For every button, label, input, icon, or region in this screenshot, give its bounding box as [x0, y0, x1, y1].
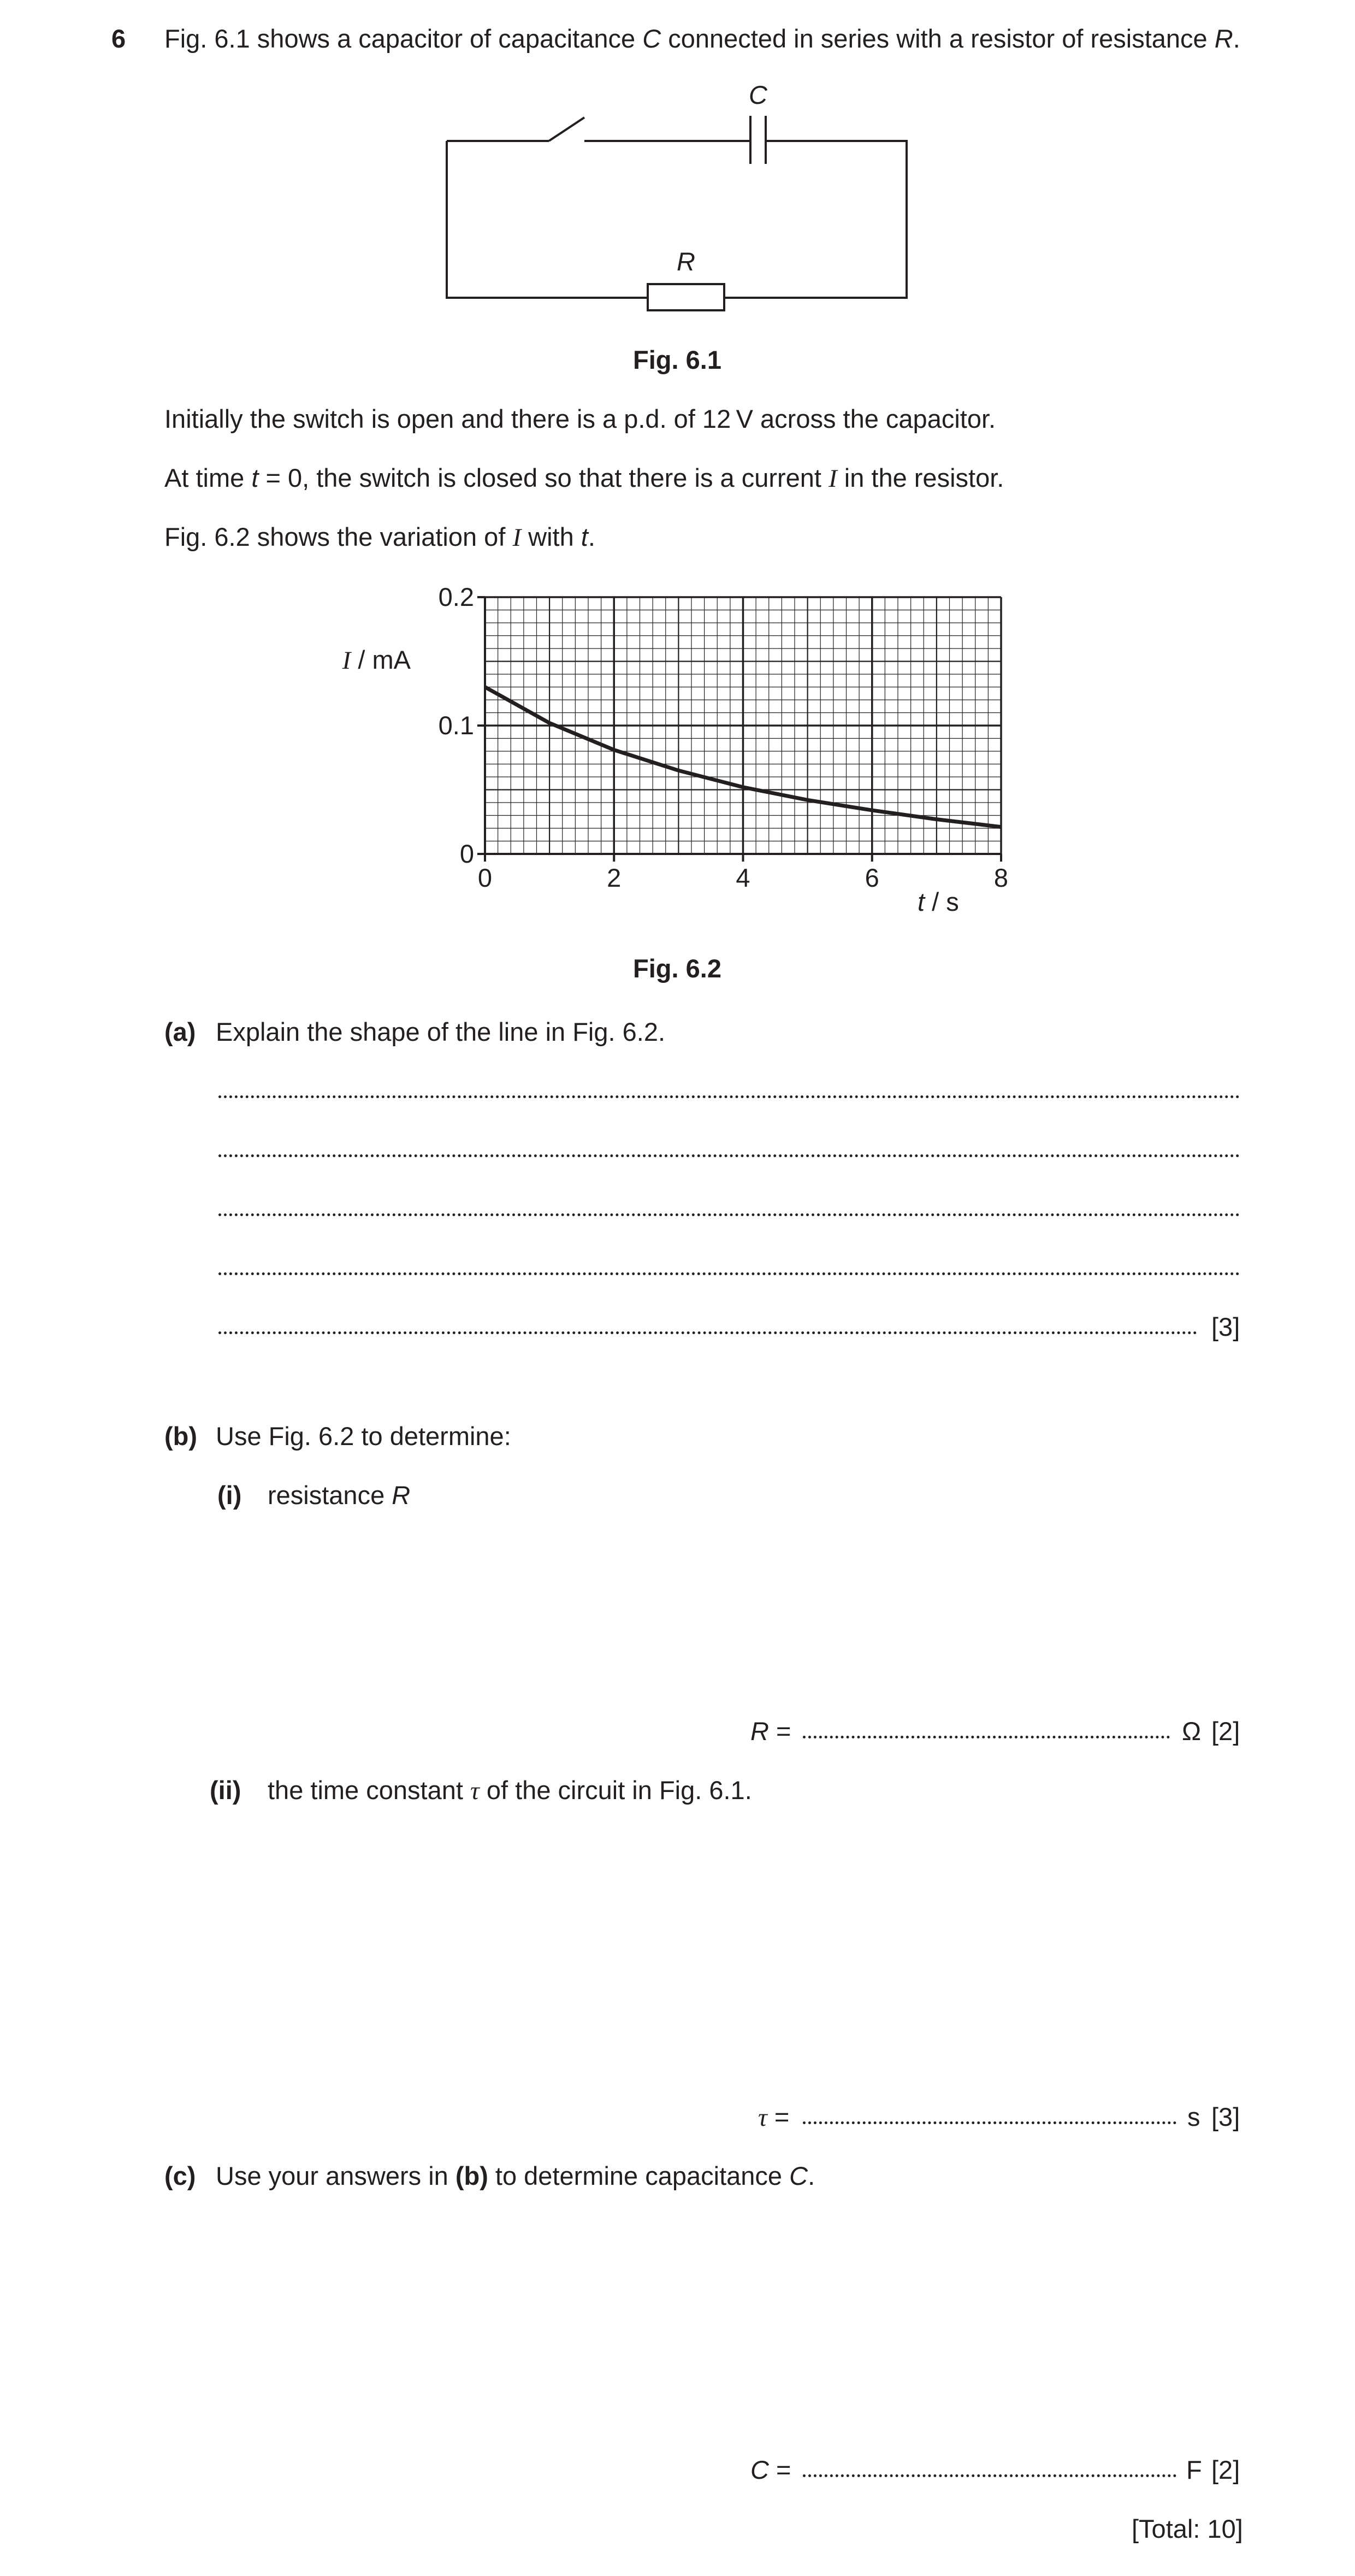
fig-6-2-caption: Fig. 6.2: [633, 954, 721, 983]
y-axis-label-symbol: I: [342, 646, 351, 675]
answer-tau-unit: s: [1187, 2102, 1200, 2131]
intro-text-3: .: [1233, 24, 1240, 53]
resistor-label: R: [677, 247, 695, 276]
y-tick-label: 0.1: [438, 711, 474, 740]
line3-text-a: Fig. 6.2 shows the variation of: [164, 522, 513, 551]
answer-r-unit: Ω: [1182, 1717, 1202, 1746]
line2-text-a: At time: [164, 463, 252, 492]
x-axis-label: [918, 887, 959, 916]
fig-6-1-caption: Fig. 6.1: [633, 345, 721, 374]
total-marks: [Total: 10]: [1132, 2514, 1243, 2543]
part-b-ii-prompt-b: of the circuit in Fig. 6.1.: [479, 1776, 752, 1805]
part-b-i-label: (i): [217, 1481, 242, 1510]
line2-text-c: in the resistor.: [837, 463, 1004, 492]
y-tick-label: 0.2: [438, 582, 474, 611]
answer-c-equals: =: [768, 2455, 791, 2484]
part-b-ii-label: (ii): [210, 1776, 241, 1805]
text-line-1: Initially the switch is open and there is a p.d. of 12 V across the capacitor.: [164, 404, 996, 433]
x-tick-label: 2: [607, 863, 622, 892]
intro-symbol-c: C: [642, 24, 661, 53]
part-c-prompt-ref: (b): [455, 2161, 488, 2190]
answer-tau-field[interactable]: [803, 2121, 1176, 2124]
answer-line-a-3[interactable]: [218, 1213, 1240, 1216]
part-b-ii-symbol-tau: τ: [470, 1777, 480, 1805]
current-time-graph: [0, 568, 1355, 951]
capacitor-label: C: [749, 80, 767, 109]
intro-text-1: Fig. 6.1 shows a capacitor of capacitance: [164, 24, 643, 53]
line3-text-c: .: [588, 522, 595, 551]
part-c-prompt-d: .: [808, 2161, 815, 2190]
answer-tau-equals: =: [767, 2102, 790, 2131]
part-b-i-marks: [2]: [1211, 1717, 1240, 1746]
part-c-label: (c): [164, 2161, 196, 2190]
x-axis-label-symbol: t: [918, 887, 925, 916]
text-line-2: [164, 463, 1004, 493]
part-b-label: (b): [164, 1422, 198, 1451]
y-axis-label-unit: / mA: [351, 645, 411, 674]
text-line-3: [164, 522, 595, 552]
x-tick-label: 8: [993, 863, 1009, 892]
answer-r-equals: =: [768, 1717, 791, 1746]
part-c-symbol-c: C: [789, 2161, 808, 2190]
answer-line-a-2[interactable]: [218, 1154, 1240, 1157]
x-tick-label: 0: [477, 863, 493, 892]
answer-tau-prefix: [758, 2102, 789, 2132]
line2-text-b: = 0, the switch is closed so that there is a current: [258, 463, 829, 492]
part-c-prompt-c: to determine capacitance: [488, 2161, 790, 2190]
part-b-i-prompt-text: resistance: [268, 1481, 392, 1510]
part-c-prompt: [216, 2161, 815, 2191]
intro-text-2: connected in series with a resistor of resistance: [661, 24, 1215, 53]
line3-text-b: with: [521, 522, 581, 551]
circuit-diagram: [426, 76, 928, 322]
x-tick-label: 4: [736, 863, 750, 892]
part-b-i-prompt: [268, 1481, 410, 1510]
intro-symbol-r: R: [1214, 24, 1233, 53]
x-tick-label: 6: [865, 863, 879, 892]
circuit-wire-right: [724, 141, 907, 298]
part-a-label: (a): [164, 1017, 196, 1046]
answer-c-field[interactable]: [803, 2474, 1176, 2477]
part-b-ii-prompt-a: the time constant: [268, 1776, 470, 1805]
line3-symbol-i: I: [512, 523, 522, 552]
part-a-marks: [3]: [1211, 1312, 1240, 1341]
answer-r-symbol: R: [750, 1717, 769, 1746]
part-c-prompt-a: Use your answers in: [216, 2161, 455, 2190]
question-number: 6: [111, 24, 126, 53]
x-axis-label-unit: / s: [925, 887, 959, 916]
resistor-symbol: [648, 284, 724, 310]
part-b-prompt: Use Fig. 6.2 to determine:: [216, 1422, 511, 1451]
line2-symbol-i: I: [829, 464, 837, 493]
part-b-ii-marks: [3]: [1211, 2102, 1240, 2131]
answer-line-a-4[interactable]: [218, 1272, 1240, 1275]
answer-r-field[interactable]: [803, 1736, 1170, 1738]
y-tick-label: 0: [459, 839, 474, 868]
answer-c-symbol: C: [750, 2455, 769, 2484]
part-b-ii-prompt: [268, 1776, 752, 1806]
answer-r-prefix: [750, 1717, 791, 1746]
answer-line-a-5[interactable]: [218, 1331, 1197, 1334]
answer-c-unit: F: [1186, 2455, 1202, 2484]
part-b-i-symbol-r: R: [392, 1481, 411, 1510]
question-intro: [164, 24, 1240, 54]
answer-tau-symbol: τ: [758, 2103, 767, 2132]
circuit-wire-left: [447, 141, 648, 298]
part-c-marks: [2]: [1211, 2455, 1240, 2484]
line3-symbol-t: t: [581, 522, 588, 551]
answer-c-prefix: [750, 2455, 791, 2485]
line2-symbol-t: t: [251, 463, 259, 492]
part-a-prompt: Explain the shape of the line in Fig. 6.2.: [216, 1017, 666, 1046]
switch-blade: [549, 117, 584, 141]
answer-line-a-1[interactable]: [218, 1095, 1240, 1098]
y-axis-label: [342, 645, 411, 675]
